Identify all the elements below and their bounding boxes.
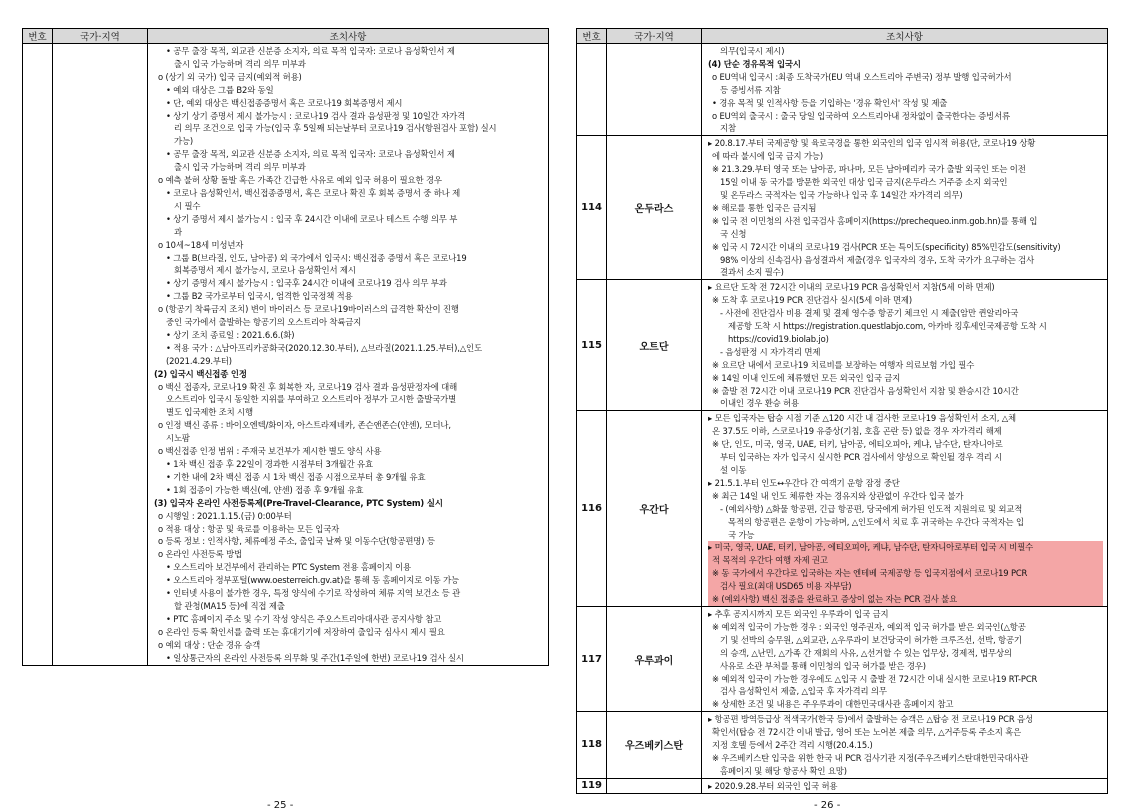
row-measures: [702, 778, 1108, 793]
measure-line: 가능): [174, 136, 193, 147]
table-row: [577, 606, 1108, 711]
measure-line: o 적용 대상 : 항공 및 육로를 이용하는 모든 입국자: [158, 523, 340, 534]
row-number: 119: [577, 778, 607, 793]
measure-line: ※ 우즈베키스탄 입국을 위한 한국 내 PCR 검사기관 지정(주우즈베키스탄대한민국대사관: [712, 752, 1029, 763]
page-number: - 25 -: [267, 800, 294, 811]
measure-line: 검사 필요(최대 USD65 비용 자부담): [708, 580, 1103, 593]
measure-line: ※ (예외사항) 백신 접종을 완료하고 증상이 없는 자는 PCR 검사 불요: [708, 593, 1103, 606]
row-number: 118: [577, 712, 607, 779]
measure-line: 의 승객, △난민, △가족 간 재회의 사유, △선거할 수 있는 업무상, 경제적, 법무상의: [720, 647, 1012, 658]
measure-line: 지참: [720, 123, 736, 134]
measure-line: 목적의 항공편은 운항이 가능하며, △인도에서 치료 후 귀국하는 우간다 국적자는 입: [728, 516, 1024, 527]
section-heading: (3) 입국자 온라인 사전등록제(Pre-Travel-Clearance, PTC System) 실시: [154, 497, 443, 508]
measure-line: o (항공기 착륙금지 조치) 변이 바이러스 등 코로나19바이러스의 급격한 확산이 진행: [158, 304, 459, 315]
measure-lines: [702, 280, 1107, 410]
measure-line: ※ 출발 전 72시간 이내 코로나19 PCR 진단검사 음성확인서 지참 및 환승시간 10시간: [712, 385, 1019, 396]
measure-line: https://covid19.biolab.jo): [728, 333, 829, 344]
measure-line: • 1회 접종이 가능한 백신(예, 얀센) 접종 후 9개월 유효: [166, 484, 364, 495]
measure-line: • 오스트리아 보건부에서 관리하는 PTC System 전용 홈페이지 이용: [166, 562, 411, 573]
measure-line: 리 의무 조건으로 입국 가능(입국 후 5일째 되는날부터 코로나19 검사(항원검사 포함) 실시: [174, 123, 497, 134]
measure-line: o (상기 외 국가) 입국 금지(예외적 허용): [158, 71, 302, 82]
measure-line: 제공항 도착 시 https://registration.questlabjo.com, 아카바 킹후세인국제공항 도착 시: [728, 321, 1047, 332]
row-measures: [702, 44, 1108, 136]
measure-line: 15일 이내 동 국가를 방문한 외국인 대상 입국 금지(온두라스 거주증 소지 외국인: [720, 177, 1008, 188]
table-row: [577, 280, 1108, 411]
measure-line: ※ 요르단 내에서 코로나19 치료비를 보장하는 여행자 의료보험 가입 필수: [712, 359, 975, 370]
measure-line: 국 신청: [720, 228, 747, 239]
row-number: [23, 44, 53, 666]
measure-line: 이내인 경우 환승 허용: [720, 398, 799, 409]
measure-line: ▸ 모든 입국자는 탑승 시점 기준 △120 시간 내 검사한 코로나19 음성확인서 소지, △체: [708, 413, 1016, 424]
measure-line: o 등록 정보 : 인적사항, 체류예정 주소, 출입국 날짜 및 이동수단(항공편명) 등: [158, 536, 435, 547]
row-measures: [702, 136, 1108, 280]
row-country: 오트단: [607, 280, 702, 411]
table-row: [23, 44, 549, 666]
measure-lines: [702, 411, 1107, 606]
measure-line: 홈페이지 및 해당 항공사 확인 요망): [720, 765, 847, 776]
measure-line: • 오스트리아 정부포털(www.oesterreich.gv.at)을 통해 동 홈페이지로 이동 가능: [166, 575, 459, 586]
header-measure: 조치사항: [148, 29, 549, 44]
measure-line: • 적용 국가 : △남아프리카공화국(2020.12.30.부터), △브라질(2021.1.25.부터),△인도: [166, 342, 482, 353]
row-country: 우즈베키스탄: [607, 712, 702, 779]
left-page: [22, 28, 549, 811]
row-country: [607, 778, 702, 793]
measure-line: 의무(입국시 제시): [720, 46, 785, 56]
measure-line: 과: [174, 226, 182, 237]
measure-line: ※ 21.3.29.부터 영국 또는 남아공, 파나마, 모든 남아메리카 국가 출발 외국인 또는 이전: [712, 164, 1026, 175]
measure-line: o 10세~18세 미성년자: [158, 239, 244, 250]
measure-line: 오스트리아 입국시 동일한 지위를 부여하고 오스트리아 정부가 고시한 출발국가별: [166, 394, 457, 405]
measure-line: • 단, 예외 대상은 백신접종증명서 혹은 코로나19 회복증명서 제시: [166, 97, 403, 108]
measure-line: ※ 상세한 조건 및 내용은 주우루과이 대한민국대사관 홈페이지 참고: [712, 699, 954, 710]
measure-line: • 예외 대상은 그룹 B2와 동일: [166, 84, 274, 95]
measure-line: • 공무 출장 목적, 외교관 신분증 소지자, 의료 목적 입국자: 코로나 음성확인서 제: [166, 46, 455, 56]
section-heading: (4) 단순 경유목적 입국시: [708, 58, 801, 69]
measure-line: ※ 입국 시 72시간 이내의 코로나19 검사(PCR 또는 특이도(specificity) 85%민감도(sensitivity): [712, 241, 1061, 252]
page-number: - 26 -: [814, 800, 841, 811]
row-number: [577, 44, 607, 136]
measure-line: o 백신 접종자, 코로나19 확진 후 회복한 자, 코로나19 검사 결과 음성판정자에 대해: [158, 381, 458, 392]
measure-line: 출시 입국 가능하며 격리 의무 미부과: [174, 162, 306, 173]
measure-line: 에 따라 불시에 입국 금지 가능): [712, 151, 823, 162]
measure-line: • 상기 증명서 제시 불가능시 : 입국 후 24시간 이내에 코로나 테스트 수행 의무 부: [166, 213, 458, 224]
measure-lines: [702, 779, 1107, 793]
right-table-header: [577, 29, 1108, 44]
measure-line: ▸ 미국, 영국, UAE, 터키, 남아공, 에티오피아, 케냐, 남수단, 탄자니아로부터 입국 시 비필수: [708, 541, 1103, 554]
measure-line: o 백신접종 인정 범위 : 주재국 보건부가 제시한 별도 양식 사용: [158, 446, 382, 457]
measure-lines: [702, 607, 1107, 711]
measure-lines: [702, 136, 1107, 279]
left-measures-table: [22, 28, 549, 666]
measure-line: o EU역외 출국시 : 출국 당일 입국하여 오스트리아내 정차없이 출국한다는 증빙서류: [712, 110, 1010, 121]
row-measures: [702, 606, 1108, 711]
measure-line: - 음성판정 시 자가격리 면제: [720, 346, 821, 357]
row-number: 117: [577, 606, 607, 711]
measure-line: 검사 음성확인서 제출, △입국 후 자가격리 의무: [720, 686, 887, 697]
measure-line: 별도 입국제한 조치 시행: [166, 407, 253, 418]
row-number: 116: [577, 411, 607, 607]
row-number: 115: [577, 280, 607, 411]
measure-line: • 상기 조치 종료일 : 2021.6.6.(화): [166, 329, 295, 340]
measure-line: 시노팜: [166, 433, 190, 444]
measure-line: • 공무 출장 목적, 외교관 신분증 소지자, 의료 목적 입국자: 코로나 음성확인서 제: [166, 149, 455, 160]
measure-line: ※ 예외적 입국이 가능한 경우에도 △입국 시 출발 전 72시간 이내 실시한 코로나19 RT-PCR: [712, 673, 1038, 684]
row-country: 우루과이: [607, 606, 702, 711]
measure-line: • 그룹 B(브라질, 인도, 남아공) 외 국가에서 입국시: 백신접종 증명서 혹은 코로나19: [166, 252, 467, 263]
measure-line: • 상기 상기 증명서 제시 불가능시 : 코로나19 검사 결과 음성판정 및 10일간 자가격: [166, 110, 466, 121]
measure-line: 할 관청(MA15 등)에 직접 제출: [174, 600, 285, 611]
header-country: 국가·지역: [53, 29, 148, 44]
row-measures: [702, 411, 1108, 607]
row-measures: [702, 280, 1108, 411]
measure-line: 사유로 소관 부처를 통해 이민청의 입국 허가를 받은 경우): [720, 660, 926, 671]
measure-line: o EU역내 입국시 :최종 도착국가(EU 역내 오스트리아 주변국) 정부 발행 입국허가서: [712, 71, 1012, 82]
measure-line: o 예외 대상 : 단순 경유 승객: [158, 639, 261, 650]
section-heading: (2) 입국시 백신접종 인정: [154, 368, 247, 379]
measure-line: ※ 동 국가에서 우간다로 입국하는 자는 엔테베 국제공항 등 입국지점에서 코로나19 PCR: [708, 567, 1103, 580]
header-country: 국가·지역: [607, 29, 702, 44]
row-number: 114: [577, 136, 607, 280]
measure-line: ※ 단, 인도, 미국, 영국, UAE, 터키, 남아공, 에티오피아, 케냐, 남수단, 탄자니아로: [712, 439, 1003, 450]
right-page: [576, 28, 1108, 811]
row-measures: [148, 44, 549, 666]
measure-line: 부터 입국하는 자가 입국시 실시한 PCR 검사에서 양성으로 확인될 경우 격리 시: [720, 452, 1003, 463]
measure-line: 및 온두라스 국적자는 입국 가능하나 입국 후 14일간 자가격리 의무): [720, 189, 963, 200]
measure-lines: [702, 44, 1107, 135]
measure-line: 국 가능: [728, 529, 755, 540]
header-no: 번호: [577, 29, 607, 44]
measure-line: • 1차 백신 접종 후 22일이 경과한 시점부터 3개월간 유효: [166, 459, 373, 469]
table-row: [577, 712, 1108, 779]
row-country: 우간다: [607, 411, 702, 607]
measure-line: 시 필수: [174, 200, 201, 211]
measure-line: ※ 해로를 통한 입국은 금지됨: [712, 202, 817, 213]
measure-line: 기 및 선박의 승무원, △외교관, △우루과이 보건당국이 허가한 크루즈선, 선박, 항공기: [720, 634, 1022, 645]
measure-line: o 예측 불허 상황 돌발 혹은 가족간 긴급한 사유로 예외 입국 허용이 필요한 경우: [158, 175, 442, 186]
measure-line: ▸ 21.5.1.부터 인도↔우간다 간 여객기 운항 잠정 중단: [708, 477, 900, 488]
measure-line: o 온라인 사전등록 방법: [158, 549, 242, 560]
measure-line: - (예외사항) △화물 항공편, 긴급 항공편, 당국에게 허가된 인도적 지원의료 및 외교적: [720, 503, 1023, 514]
measure-line: • 기한 내에 2차 백신 접종 시 1차 백신 접종 시점으로부터 총 9개월 유효: [166, 471, 426, 482]
measure-line: (2021.4.29.부터): [166, 355, 232, 366]
measure-line: • 코로나 음성확인서, 백신접종증명서, 혹은 코로나 확진 후 회복 증명서 중 하나 제: [166, 187, 461, 198]
table-row: [577, 136, 1108, 280]
measure-line: • 그룹 B2 국가로부터 입국시, 엄격한 입국정책 적용: [166, 291, 353, 302]
row-country: [53, 44, 148, 666]
measure-line: ※ 14일 이내 인도에 체류했던 모든 외국인 입국 금지: [712, 372, 901, 383]
measure-line: ▸ 2020.9.28.부터 외국인 입국 허용: [708, 780, 838, 791]
measure-line: ▸ 추후 공지시까지 모든 외국인 우루과이 입국 금지: [708, 608, 889, 619]
measure-line: - 사전에 진단검사 비용 결제 및 결제 영수증 항공기 체크인 시 제출(암만 퀸알리아국: [720, 308, 1019, 319]
header-no: 번호: [23, 29, 53, 44]
measure-line: 적 목적의 우간다 여행 자제 권고: [708, 554, 1103, 567]
row-country: [607, 44, 702, 136]
measure-line: ▸ 항공편 방역등급상 적색국가(한국 등)에서 출발하는 승객은 △탑승 전 코로나19 PCR 음성: [708, 714, 1033, 725]
table-row: [577, 44, 1108, 136]
measure-lines: [148, 44, 548, 665]
measure-line: • 상기 증명서 제시 불가능시 : 입국후 24시간 이내에 코로나19 검사 의무 부과: [166, 278, 447, 289]
table-row: [577, 411, 1108, 607]
measure-line: o 온라인 등록 확인서를 출력 또는 휴대기기에 저장하여 출입국 심사시 제시 필요: [158, 626, 445, 637]
header-measure: 조치사항: [702, 29, 1108, 44]
measure-line: 중인 국가에서 출발하는 항공기의 오스트리아 착륙금지: [166, 317, 362, 328]
measure-line: 지정 호텔 등에서 2주간 격리 시행(20.4.15.): [712, 740, 873, 751]
measure-line: o 인정 백신 종류 : 바이오엔텍/화이자, 아스트라제네카, 존슨앤존슨(얀센), 모더나,: [158, 420, 451, 431]
measure-line: 결과서 소지 필수): [720, 267, 784, 278]
measure-line: ※ 도착 후 코로나19 PCR 진단검사 실시(5세 이하 면제): [712, 295, 912, 306]
measure-line: ※ 입국 전 이민청의 사전 입국검사 홈페이지(https://prechequeo.inm.gob.hn)를 통해 입: [712, 215, 1038, 226]
measure-lines: [702, 712, 1107, 778]
row-measures: [702, 712, 1108, 779]
measure-line: 98% 이상의 신속검사) 음성결과서 제출(경우 입국자의 경우, 도착 국가가 요구하는 검사: [720, 254, 1035, 265]
left-table-header: [23, 29, 549, 44]
measure-line: • 경유 목적 및 인적사항 등을 기입하는 '경유 확인서' 작성 및 제출: [712, 97, 948, 108]
measure-line: • 인터넷 사용이 불가한 경우, 특정 양식에 수기로 작성하여 체류 지역 보건소 등 관: [166, 588, 461, 599]
measure-line: 설 이동: [720, 465, 747, 475]
measure-line: o 시행일 : 2021.1.15.(금) 0:00부터: [158, 510, 292, 521]
measure-line: 온 37.5도 이하, 스코로나19 유증상(기침, 호흡 곤란 등) 없을 경우 자가격리 해제: [712, 426, 1002, 437]
measure-line: 확인서(탑승 전 72시간 이내 발급, 영어 또는 노어본 제출 의무, △거주등록 주소지 혹은: [712, 727, 1022, 738]
measure-line: ▸ 20.8.17.부터 국제공항 및 육로국경을 통한 외국인의 입국 임시적 허용(단, 코로나19 상황: [708, 138, 1036, 149]
right-measures-table: [576, 28, 1108, 794]
measure-line: 회복증명서 제시 불가능시, 코로나 음성확인서 제시: [174, 265, 356, 276]
measure-line: • PTC 홈페이지 주소 및 수기 작성 양식은 주오스트리아대사관 공지사항 참고: [166, 613, 442, 624]
measure-line: 등 증빙서류 지참: [720, 84, 781, 95]
measure-line: ※ 예외적 입국이 가능한 경우 : 외국인 영주권자, 예외적 입국 허가를 받은 외국인(△항공: [712, 621, 1026, 632]
measure-line: ▸ 요르단 도착 전 72시간 이내의 코로나19 PCR 음성확인서 지참(5세 이하 면제): [708, 282, 995, 293]
table-row: [577, 778, 1108, 793]
measure-line: ※ 최근 14일 내 인도 체류한 자는 경유지와 상관없이 우간다 입국 불가: [712, 490, 964, 501]
measure-line: 출시 입국 가능하며 격리 의무 미부과: [174, 58, 306, 69]
row-country: 온두라스: [607, 136, 702, 280]
measure-line: • 일상통근자의 온라인 사전등록 의무화 및 주간(1주일에 한번) 코로나19 검사 실시: [166, 652, 464, 663]
